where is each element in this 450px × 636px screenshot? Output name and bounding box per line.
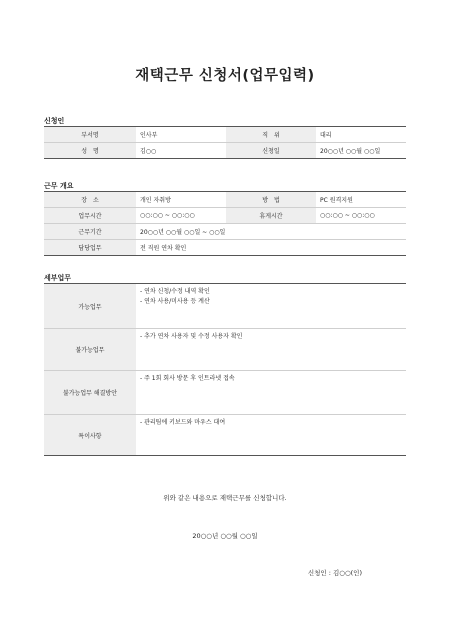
period-value: 20○○년 ○○월 ○○일 ~ ○○일: [136, 224, 406, 240]
applicant-table: [44, 126, 406, 159]
position-value: 대리: [316, 127, 406, 143]
notes-label: 특이사항: [44, 415, 136, 456]
notes-content: [136, 415, 406, 456]
position-label: 직 위: [226, 127, 316, 143]
applicant-section-title: 신청인: [44, 117, 65, 125]
hours-value: ○○:○○ ~ ○○:○○: [136, 208, 226, 224]
dept-value: 인사부: [136, 127, 226, 143]
possible-task-line: - 연차 사용/미사용 등 계산: [140, 298, 210, 305]
solution-content: [136, 371, 406, 415]
notes-line: - 관리팀에 키보드와 마우스 대여: [140, 419, 226, 426]
hours-label: 업무시간: [44, 208, 136, 224]
impossible-tasks-label: 불가능업무: [44, 329, 136, 371]
applicant-signature: 신청인 : 김○○(인): [307, 569, 362, 577]
possible-task-line: - 연차 신청/수정 내역 확인: [140, 288, 210, 295]
overview-table: [44, 191, 406, 256]
period-label: 근무기간: [44, 224, 136, 240]
solution-line: - 주 1회 회사 방문 후 인트라넷 접속: [140, 375, 235, 382]
details-table: [44, 283, 406, 456]
solution-label: 불가능업무 해결방안: [44, 371, 136, 415]
place-label: 장 소: [44, 192, 136, 208]
closing-statement: 위와 같은 내용으로 재택근무를 신청합니다.: [163, 494, 287, 502]
method-label: 방 법: [226, 192, 316, 208]
closing-date: 20○○년 ○○월 ○○일: [192, 532, 258, 540]
dept-label: 부서명: [44, 127, 136, 143]
possible-tasks-label: 가능업무: [44, 284, 136, 329]
break-label: 휴게시간: [226, 208, 316, 224]
name-value: 김○○: [136, 143, 226, 159]
impossible-tasks-content: [136, 329, 406, 371]
duty-value: 전 직원 연차 확인: [136, 240, 406, 256]
overview-section-title: 근무 개요: [44, 182, 74, 190]
impossible-task-line: - 추가 연차 사용자 및 수정 사용자 확인: [140, 333, 243, 340]
name-label: 성 명: [44, 143, 136, 159]
date-label: 신청일: [226, 143, 316, 159]
date-value: 20○○년 ○○월 ○○일: [316, 143, 406, 159]
duty-label: 담당업무: [44, 240, 136, 256]
method-value: PC 원격지원: [316, 192, 406, 208]
break-value: ○○:○○ ~ ○○:○○: [316, 208, 406, 224]
page-title: 재택근무 신청서(업무입력): [135, 68, 315, 84]
place-value: 개인 자취방: [136, 192, 226, 208]
possible-tasks-content: [136, 284, 406, 329]
details-section-title: 세부업무: [44, 274, 72, 282]
